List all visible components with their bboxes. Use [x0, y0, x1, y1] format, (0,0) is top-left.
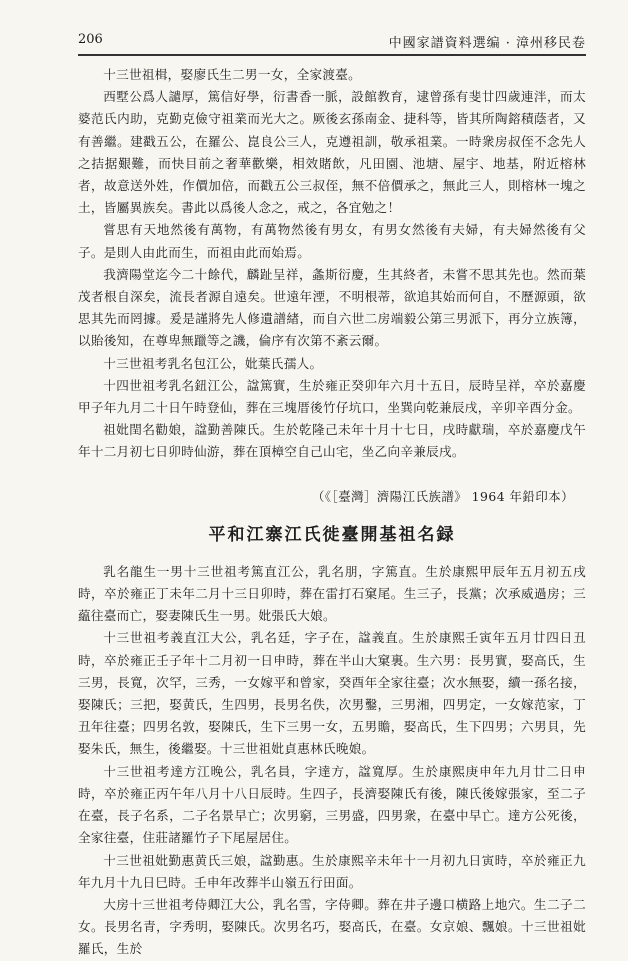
paragraph: 西墅公爲人譴厚，篤信好學，衍書香一脈，設館教育，逮曾孫有斐廿四歲連泮，而太婆范氏内助，克勤克儉守祖業而光大之。厥後玄孫南金、捷科等，皆其所陶鎔積蔭者，又有善繼。建戳五公，在羅公、崑良公三人，克遵祖訓，敬承祖業。一時衆房叔侄不念先人之拮据艱難，而快目前之奢華歡樂，相效賭飲，凡田園、池塘、屋宇、地基，附近榕林者，故意送外姓，作價加倍，而戳五公三叔侄，無不倍價承之，無此三人，則榕林一塊之土，皆屬異族矣。書此以爲後人念之，戒之，各宜勉之！ — [78, 89, 586, 216]
paragraph: 十三世祖楫，娶廖氏生二男一女，全家渡臺。 — [103, 67, 362, 82]
paragraph: 嘗思有天地然後有萬物，有萬物然後有男女，有男女然後有夫婦，有夫婦然後有父子。是則人由此而生，而祖由此而始焉。 — [78, 222, 586, 260]
header-rule — [78, 54, 586, 56]
running-title: 中國家譜資料選编 · 漳州移民卷 — [388, 36, 586, 51]
source-citation: （《［臺灣］濟陽江氏族譜》 1964 年鉛印本） — [311, 488, 574, 504]
paragraph: 十三世祖妣勤惠黄氏三娘，諡勤惠。生於康熙辛未年十一月初九日寅時，卒於雍正九年九月十九日巳時。壬申年改葬半山嶺五行田面。 — [78, 852, 586, 890]
genealogy-text-bottom — [78, 561, 586, 961]
paragraph: 乳名龍生一男十三世祖考篤直江公，乳名朋，字篤直。生於康熙甲辰年五月初五戌時，卒於雍正丁未年二月十三日卯時，葬在雷打石窠尾。生三子，長黨；次承威過房；三藴往臺而亡，娶妻陳氏生一男。妣張氏大娘。 — [78, 563, 586, 624]
paragraph: 十三世祖考乳名包江公，妣葉氏孺人。 — [103, 355, 323, 371]
paragraph: 十三世祖考達方江晚公，乳名員，字達方，諡寬厚。生於康熙庚申年九月廿二日申時，卒於雍正丙午年八月十八日辰時。生四子，長濟娶陳氏有後，陳氏後嫁張家，至二子在臺，長子名系，二子名景早亡；次男窮，三男盛，四男衆，在臺中早亡。達方公死後，全家往臺，住莊諸羅竹子下尾屋居住。 — [78, 763, 586, 846]
paragraph: 大房十三世祖考侍卿江大公，乳名雪，字侍卿。葬在井子邊口横路上地穴。生二子二女。長男名青，字秀明，娶陳氏。次男名巧，娶高氏，在臺。女京娘、飄娘。十三世祖妣羅氏，生於 — [78, 896, 586, 957]
paragraph: 祖妣閏名勸娘，諡勤善陳氏。生於乾隆己未年十月十七日，戌時獻瑞，卒於嘉慶戊午年十二月初七日卯時仙游，葬在頂樟空自己山宅，坐乙向辛兼辰戌。 — [78, 422, 586, 460]
paragraph: 我濟陽堂迄今二十餘代，麟趾呈祥，螽斯衍慶，生其終者，未嘗不思其先也。然而葉茂者根自深矣，流長者源自遠矣。世遠年湮，不明根蒂，欲追其始而何自，不歷源頭，欲思其先而罔據。爰是謹將先人修遺譜緖，而自六世二房端毅公第三男派下，再分立族簿，以貽後知，在尊卑無躐等之譏，倫序有次第不紊云爾。 — [78, 266, 586, 349]
page-body — [78, 64, 586, 961]
page-number: 206 — [78, 32, 103, 47]
paragraph: 十四世祖考乳名鈕江公，諡篤實，生於雍正癸卯年六月十五日，辰時呈祥，卒於嘉慶甲子年九月二十日午時登仙，葬在三塊厝後竹仔坑口，坐巽向乾兼辰戌，辛卯辛酉分金。 — [78, 377, 586, 416]
page-header — [78, 30, 586, 52]
paragraph: 十三世祖考義直江大公，乳名廷，字子在，諡義直。生於康熙壬寅年五月廿四日丑時，卒於雍正壬子年十二月初一日申時，葬在半山大窠裏。生六男：長男實，娶高氏，生三男，長寬，次罕，三秀，一女嫁平和曾家，癸酉年全家往臺；次水無娶，續一孫名接，娶陳氏；三把，娶黄氏，生四男，長男名佚，次男鑿，三男湘，四男定，一女嫁范家，丁丑年往臺；四男名敦，娶陳氏，生下三男一女，五男贍，娶高氏，生下四男；六男貝，先娶朱氏，無生，後繼娶。十三世祖妣貞惠林氏晚娘。 — [78, 630, 586, 757]
genealogy-text-top — [78, 64, 586, 464]
section-title: 平和江寨江氏徙臺開基祖名録 — [208, 524, 456, 545]
